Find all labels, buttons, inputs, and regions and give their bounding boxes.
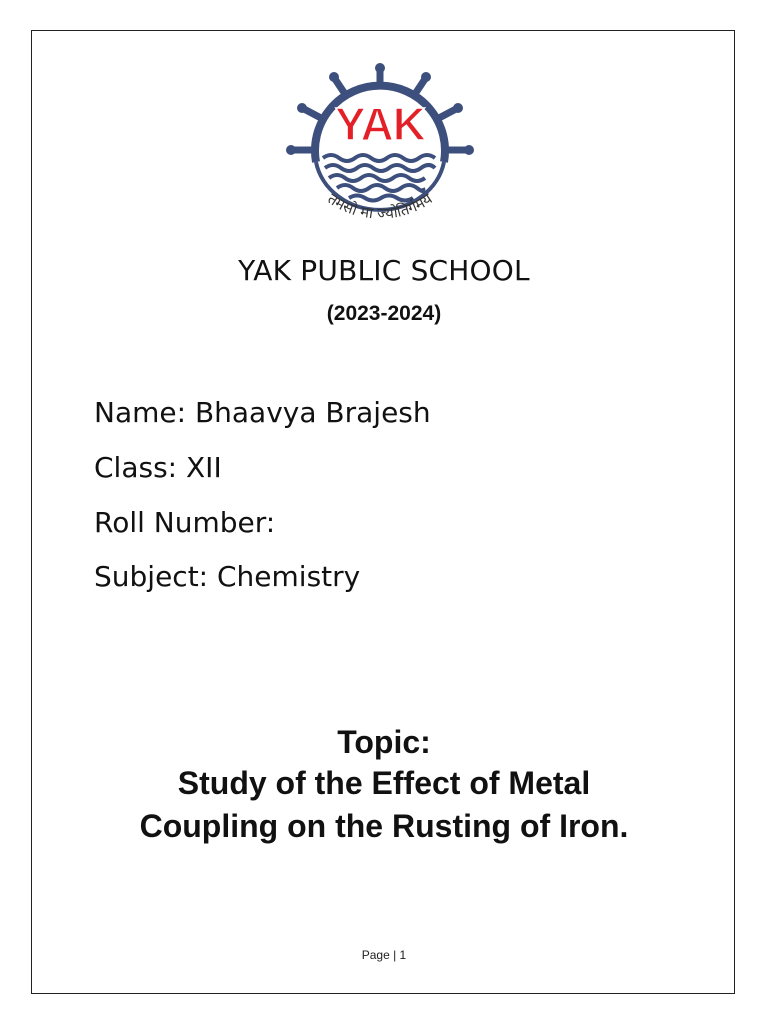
school-name: YAK PUBLIC SCHOOL xyxy=(238,254,530,287)
academic-session: (2023-2024) xyxy=(326,302,442,325)
school-logo xyxy=(283,62,477,232)
page-number: Page | 1 xyxy=(361,948,407,962)
student-name: Name: Bhaavya Brajesh xyxy=(94,396,431,429)
topic-title-line-1: Study of the Effect of Metal xyxy=(177,765,591,801)
topic-label: Topic: xyxy=(337,724,431,760)
student-roll-number: Roll Number: xyxy=(94,506,276,539)
topic-title-line-2: Coupling on the Rusting of Iron. xyxy=(139,808,629,844)
student-subject: Subject: Chemistry xyxy=(94,560,361,593)
student-class: Class: XII xyxy=(94,451,222,484)
logo-motto: तमसो मा ज्योतिर्गमय xyxy=(324,189,436,223)
logo-letters: YAK xyxy=(335,98,425,150)
